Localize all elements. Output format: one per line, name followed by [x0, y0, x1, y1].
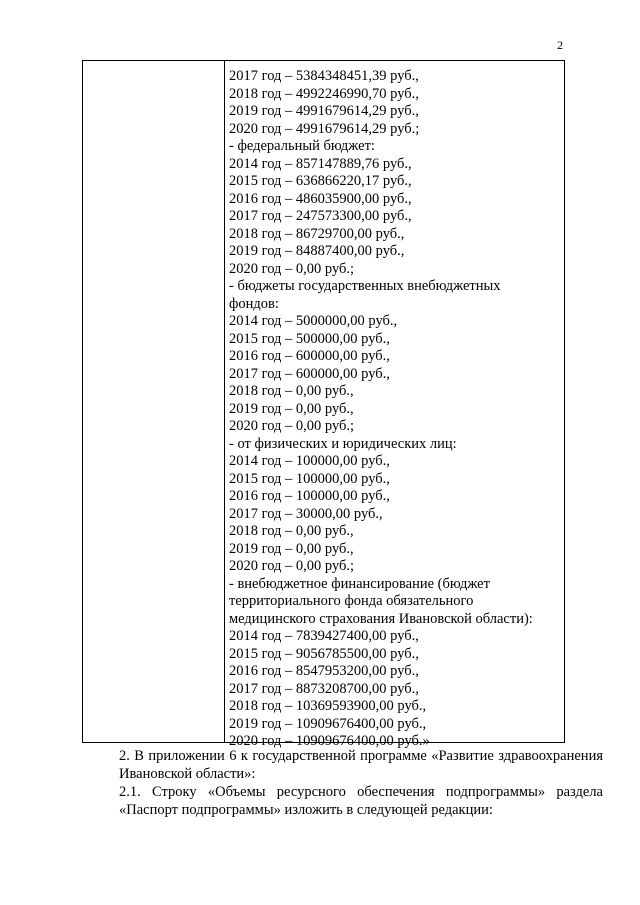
funding-line: 2014 год – 7839427400,00 руб., [229, 628, 419, 644]
funding-line: - от физических и юридических лиц: [229, 435, 457, 452]
funding-line: 2020 год – 0,00 руб.; [229, 260, 355, 277]
funding-line: 2017 год – 5384348451,39 руб., [229, 68, 419, 84]
funding-line: 2018 год – 86729700,00 руб., [229, 225, 405, 242]
funding-line: 2015 год – 500000,00 руб., [229, 330, 390, 347]
page-number: 2 [557, 38, 563, 52]
funding-line: 2017 год – 30000,00 руб., [229, 505, 383, 522]
funding-line: 2014 год – 100000,00 руб., [229, 453, 390, 469]
funding-line: 2019 год – 10909676400,00 руб., [229, 715, 427, 732]
funding-line: 2014 год – 5000000,00 руб., [229, 313, 398, 329]
funding-line: 2020 год – 4991679614,29 руб.; [229, 120, 420, 137]
funding-line: 2018 год – 0,00 руб., [229, 523, 354, 539]
funding-table [82, 60, 565, 749]
paragraph-appendix-6: 2. В приложении 6 к государственной программе «Развитие здравоохранения Ивановской области»: [119, 748, 603, 782]
funding-line: 2020 год – 10909676400,00 руб.» [229, 733, 430, 749]
table-column-divider [224, 61, 225, 742]
funding-line: 2018 год – 0,00 руб., [229, 383, 354, 399]
funding-line: 2018 год – 10369593900,00 руб., [229, 698, 427, 714]
funding-line: 2016 год – 486035900,00 руб., [229, 190, 412, 207]
funding-line: медицинского страхования Ивановской области): [229, 610, 533, 627]
funding-line: 2016 год – 100000,00 руб., [229, 488, 390, 504]
funding-line: 2019 год – 0,00 руб., [229, 540, 354, 557]
funding-line: 2020 год – 0,00 руб.; [229, 418, 355, 434]
funding-details-cell [229, 68, 559, 751]
funding-line: 2017 год – 247573300,00 руб., [229, 208, 412, 224]
funding-line: 2016 год – 600000,00 руб., [229, 348, 390, 364]
funding-line: фондов: [229, 295, 279, 312]
paragraph-2-1: 2.1. Строку «Объемы ресурсного обеспечения подпрограммы» раздела «Паспорт подпрограммы» изложить в следующей редакции: [119, 784, 603, 818]
funding-line: 2017 год – 600000,00 руб., [229, 365, 390, 382]
funding-line: 2014 год – 857147889,76 руб., [229, 155, 412, 172]
funding-line: 2018 год – 4992246990,70 руб., [229, 85, 419, 102]
funding-line: - внебюджетное финансирование (бюджет [229, 575, 490, 592]
funding-line: территориального фонда обязательного [229, 593, 474, 609]
funding-line: - федеральный бюджет: [229, 138, 375, 154]
funding-line: 2017 год – 8873208700,00 руб., [229, 680, 419, 697]
funding-line: 2016 год – 8547953200,00 руб., [229, 663, 419, 679]
funding-line: 2019 год – 0,00 руб., [229, 400, 354, 417]
funding-line: - бюджеты государственных внебюджетных [229, 278, 501, 294]
funding-line: 2015 год – 100000,00 руб., [229, 470, 390, 487]
funding-line: 2015 год – 9056785500,00 руб., [229, 645, 419, 662]
funding-line: 2019 год – 4991679614,29 руб., [229, 103, 419, 119]
funding-line: 2015 год – 636866220,17 руб., [229, 173, 412, 189]
funding-line: 2019 год – 84887400,00 руб., [229, 243, 405, 259]
funding-line: 2020 год – 0,00 руб.; [229, 558, 355, 574]
